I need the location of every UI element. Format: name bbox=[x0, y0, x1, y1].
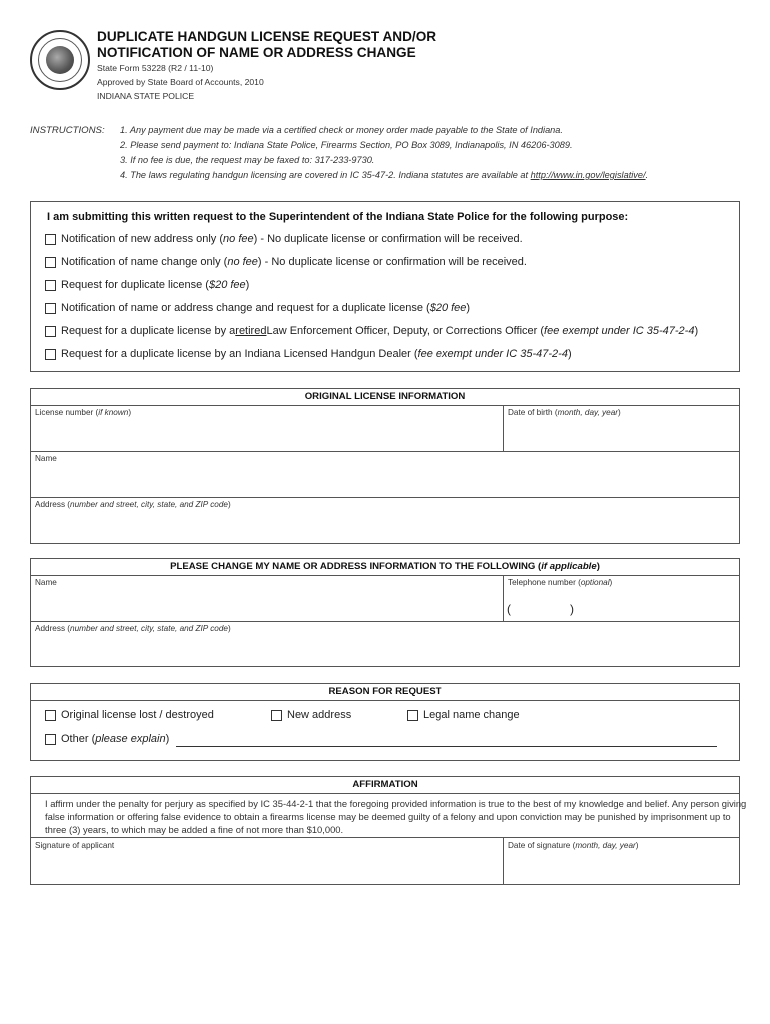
option-text: ) - No duplicate license or confirmation will be received. bbox=[253, 233, 523, 245]
option-fee: no fee bbox=[227, 256, 258, 268]
area-code-close: ) bbox=[570, 602, 574, 616]
divider bbox=[31, 837, 739, 838]
option-text: ) bbox=[165, 733, 170, 745]
original-name-field[interactable] bbox=[35, 454, 57, 463]
option-text: Other ( bbox=[61, 733, 96, 745]
option-text: Legal name change bbox=[423, 709, 520, 721]
option-text: Notification of name or address change and request for a duplicate license ( bbox=[61, 302, 430, 314]
header-text: ) bbox=[596, 561, 600, 572]
option-hint: please explain bbox=[95, 733, 166, 745]
instruction-text: 4. The laws regulating handgun licensing are covered in IC 35-47-2. Indiana statutes are available at bbox=[120, 170, 531, 180]
option-text: Request for duplicate license ( bbox=[61, 279, 209, 291]
affirmation-text: I affirm under the penalty for perjury as specified by IC 35-44-2-1 that the foregoing provided information is true to the best of my knowledge and belief. Any person giving false information or offering false evidence to obtain a firearms license may be deemed guilty of a felony and upon conviction may be punished by imprisonment up to three (3) years, to which may be added a fine of not more than $10,000. bbox=[45, 798, 747, 836]
field-label: ) bbox=[128, 408, 132, 417]
checkbox[interactable] bbox=[45, 280, 56, 291]
option-fee: fee exempt under IC 35-47-2-4 bbox=[544, 325, 695, 337]
reason-new-address[interactable] bbox=[271, 709, 351, 721]
checkbox[interactable] bbox=[45, 710, 56, 721]
reason-lost-destroyed[interactable] bbox=[45, 709, 214, 721]
instruction-item bbox=[120, 170, 648, 180]
field-label: ) bbox=[227, 500, 231, 509]
field-label: Name bbox=[35, 454, 57, 463]
field-label: Name bbox=[35, 578, 57, 587]
purpose-heading: I am submitting this written request to the Superintendent of the Indiana State Police for the following purpose: bbox=[47, 211, 629, 223]
checkbox[interactable] bbox=[407, 710, 418, 721]
field-label: ) bbox=[617, 408, 621, 417]
section-header: AFFIRMATION bbox=[31, 777, 739, 794]
divider bbox=[503, 406, 504, 451]
field-label: Address ( bbox=[35, 500, 71, 509]
purpose-option-name-change[interactable] bbox=[45, 256, 527, 268]
section-header: ORIGINAL LICENSE INFORMATION bbox=[31, 389, 739, 406]
option-text: Request for a duplicate license by a bbox=[61, 325, 236, 337]
area-code-open: ( bbox=[507, 602, 511, 616]
field-label: ) bbox=[609, 578, 613, 587]
form-title bbox=[97, 29, 657, 61]
option-text: Notification of name change only ( bbox=[61, 256, 228, 268]
option-text: Request for a duplicate license by an Indiana Licensed Handgun Dealer ( bbox=[61, 348, 418, 360]
field-label: Address ( bbox=[35, 624, 71, 633]
option-text: ) bbox=[694, 325, 699, 337]
date-of-birth-field[interactable] bbox=[508, 408, 621, 417]
purpose-option-retired-officer[interactable] bbox=[45, 325, 698, 337]
field-hint: month, day, year bbox=[557, 408, 618, 417]
field-hint: if known bbox=[98, 408, 129, 417]
option-text: New address bbox=[287, 709, 352, 721]
section-header: REASON FOR REQUEST bbox=[31, 684, 739, 701]
instruction-item: 3. If no fee is due, the request may be faxed to: 317-233-9730. bbox=[120, 155, 375, 165]
checkbox[interactable] bbox=[45, 734, 56, 745]
divider bbox=[503, 837, 504, 885]
field-hint: number and street, city, state, and ZIP code bbox=[70, 500, 228, 509]
option-text: ) - No duplicate license or confirmation will be received. bbox=[257, 256, 527, 268]
instruction-item: 2. Please send payment to: Indiana State Police, Firearms Section, PO Box 3089, Indianapolis, IN 46206-3089. bbox=[120, 140, 573, 150]
agency-name: INDIANA STATE POLICE bbox=[97, 91, 195, 101]
option-text: ) bbox=[466, 302, 471, 314]
field-label: Signature of applicant bbox=[35, 841, 115, 850]
field-label: Date of signature ( bbox=[508, 841, 576, 850]
reason-section bbox=[30, 683, 740, 761]
checkbox[interactable] bbox=[45, 326, 56, 337]
field-label: Date of birth ( bbox=[508, 408, 558, 417]
option-fee: fee exempt under IC 35-47-2-4 bbox=[417, 348, 568, 360]
state-form-number: State Form 53228 (R2 / 11-10) bbox=[97, 63, 214, 73]
signature-date-field[interactable] bbox=[508, 841, 638, 850]
field-label: ) bbox=[635, 841, 639, 850]
section-header bbox=[31, 559, 739, 576]
option-fee: no fee bbox=[223, 233, 254, 245]
seal-center bbox=[46, 46, 74, 74]
option-underlined: retired bbox=[235, 325, 267, 337]
title-line-2: NOTIFICATION OF NAME OR ADDRESS CHANGE bbox=[97, 45, 416, 60]
purpose-section bbox=[30, 201, 740, 372]
checkbox[interactable] bbox=[45, 234, 56, 245]
new-address-field[interactable] bbox=[35, 624, 231, 633]
header-hint: if applicable bbox=[541, 561, 597, 572]
affirmation-section bbox=[30, 776, 747, 885]
telephone-field[interactable] bbox=[508, 578, 612, 587]
legislative-link[interactable]: http://www.in.gov/legislative/ bbox=[530, 170, 646, 180]
field-hint: number and street, city, state, and ZIP code bbox=[70, 624, 228, 633]
divider bbox=[31, 451, 739, 452]
instruction-item: 1. Any payment due may be made via a certified check or money order made payable to the State of Indiana. bbox=[120, 125, 563, 135]
field-label: License number ( bbox=[35, 408, 99, 417]
other-explanation-input[interactable] bbox=[176, 746, 717, 747]
option-fee: $20 fee bbox=[429, 302, 467, 314]
indiana-state-seal-icon bbox=[30, 30, 90, 90]
license-number-field[interactable] bbox=[35, 408, 131, 417]
option-text: Notification of new address only ( bbox=[61, 233, 224, 245]
field-hint: optional bbox=[580, 578, 610, 587]
checkbox[interactable] bbox=[45, 257, 56, 268]
signature-field[interactable] bbox=[35, 841, 114, 850]
option-text: Law Enforcement Officer, Deputy, or Corrections Officer ( bbox=[266, 325, 545, 337]
purpose-option-dealer[interactable] bbox=[45, 348, 572, 360]
field-hint: month, day, year bbox=[575, 841, 636, 850]
checkbox[interactable] bbox=[45, 349, 56, 360]
header-text: PLEASE CHANGE MY NAME OR ADDRESS INFORMATION TO THE FOLLOWING ( bbox=[170, 561, 542, 572]
option-text: Original license lost / destroyed bbox=[61, 709, 214, 721]
change-info-section bbox=[30, 558, 740, 667]
option-fee: $20 fee bbox=[208, 279, 246, 291]
instruction-suffix: . bbox=[645, 170, 649, 180]
purpose-option-change-and-duplicate[interactable] bbox=[45, 302, 470, 314]
original-address-field[interactable] bbox=[35, 500, 231, 509]
reason-legal-name-change[interactable] bbox=[407, 709, 520, 721]
purpose-option-duplicate[interactable] bbox=[45, 279, 249, 291]
divider bbox=[31, 621, 739, 622]
reason-other[interactable] bbox=[45, 733, 169, 745]
instructions-label: INSTRUCTIONS: bbox=[30, 125, 105, 136]
new-name-field[interactable] bbox=[35, 578, 57, 587]
checkbox[interactable] bbox=[45, 303, 56, 314]
option-text: ) bbox=[567, 348, 572, 360]
approval-note: Approved by State Board of Accounts, 2010 bbox=[97, 77, 264, 87]
field-label: Telephone number ( bbox=[508, 578, 581, 587]
divider bbox=[503, 576, 504, 621]
field-label: ) bbox=[227, 624, 231, 633]
title-line-1: DUPLICATE HANDGUN LICENSE REQUEST AND/OR bbox=[97, 29, 437, 44]
purpose-option-new-address[interactable] bbox=[45, 233, 523, 245]
divider bbox=[31, 497, 739, 498]
checkbox[interactable] bbox=[271, 710, 282, 721]
original-license-section bbox=[30, 388, 740, 544]
option-text: ) bbox=[245, 279, 250, 291]
